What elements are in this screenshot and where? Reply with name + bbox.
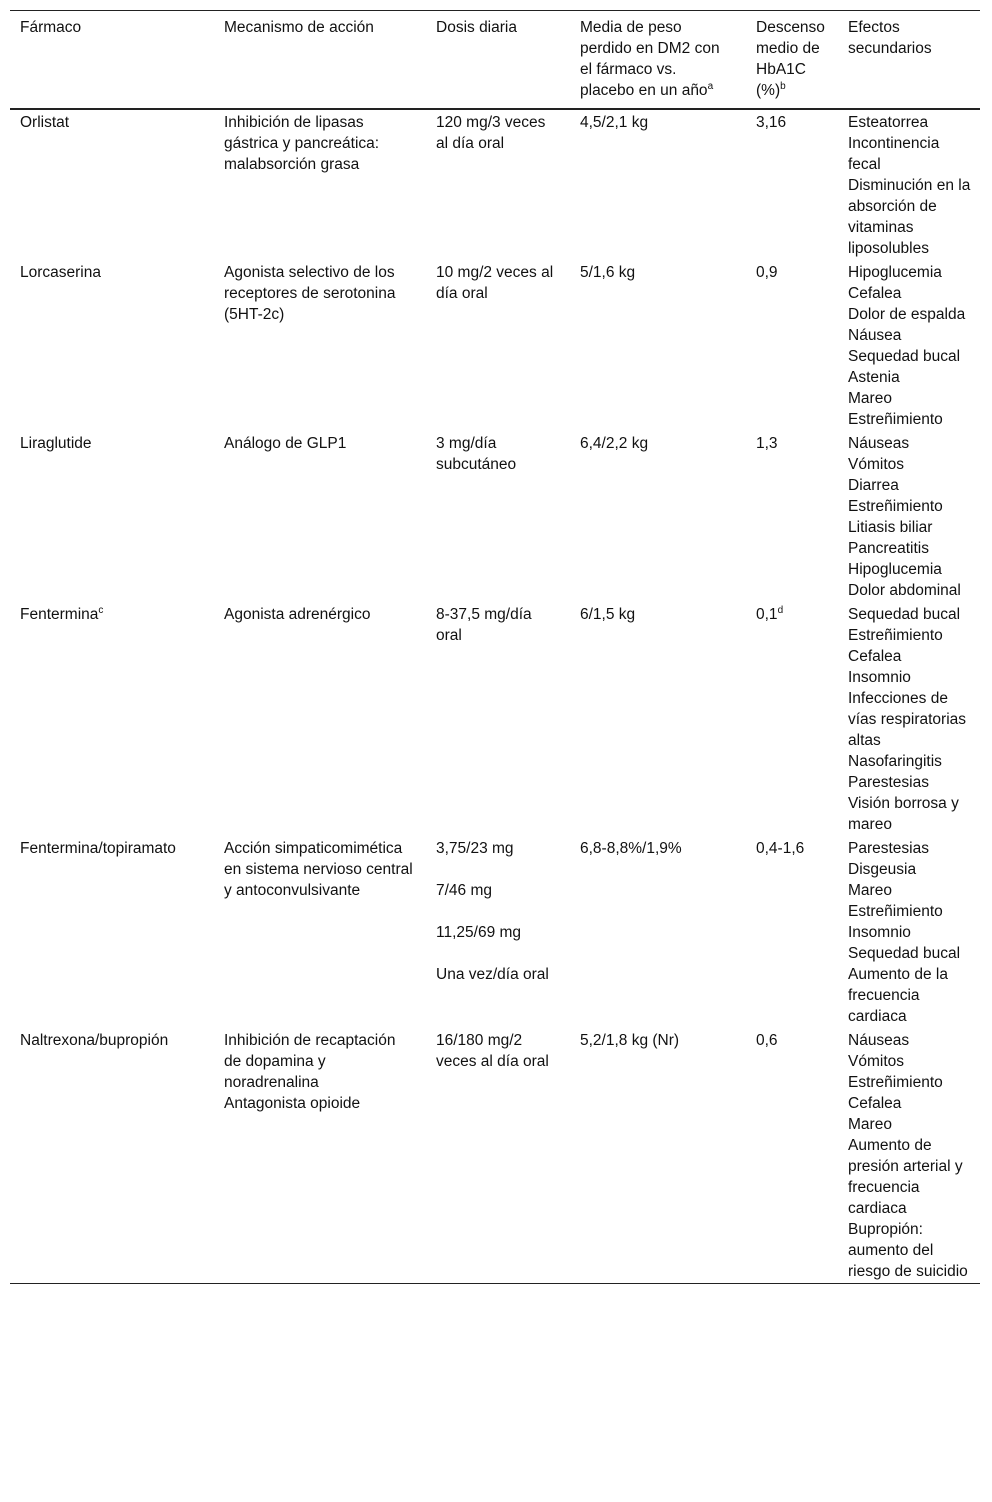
cell-drug — [10, 836, 214, 1028]
cell-side-effect — [838, 431, 980, 602]
cell-side-effect — [838, 260, 980, 431]
drug-name: Lorcaserina — [20, 264, 101, 281]
side-effect-line: Parestesias — [848, 774, 929, 791]
drug-name: Orlistat — [20, 114, 70, 131]
hba1c-value: 3,16 — [756, 114, 787, 131]
cell-drug — [10, 1028, 214, 1284]
cell-dose — [426, 1028, 570, 1284]
dose-line: 120 mg/3 veces al día oral — [436, 114, 546, 152]
side-effect-line: Diarrea — [848, 477, 899, 494]
table-row — [10, 109, 980, 260]
table-body — [10, 109, 980, 1284]
mechanism-line: Antagonista opioide — [224, 1095, 361, 1112]
side-effect-line: Hipoglucemia — [848, 264, 942, 281]
cell-drug — [10, 431, 214, 602]
cell-drug — [10, 260, 214, 431]
cell-weight-loss: 4,5/2,1 kg — [580, 114, 649, 131]
drug-name: Fentermina — [20, 606, 99, 623]
side-effect-line: Esteatorrea — [848, 114, 929, 131]
hba1c-value: 0,6 — [756, 1032, 778, 1049]
mechanism-line: Inhibición de recaptación de dopamina y noradrenalina — [224, 1032, 396, 1091]
cell-side-effect — [838, 109, 980, 260]
side-effect-line: Vómitos — [848, 456, 904, 473]
side-effect-line: Estreñimiento — [848, 411, 943, 428]
side-effect-line: Dolor abdominal — [848, 582, 961, 599]
cell-weight-loss: 6,4/2,2 kg — [580, 435, 649, 452]
side-effect-line: Parestesias — [848, 840, 929, 857]
hba1c-value: 0,1 — [756, 606, 778, 623]
cell-dose — [426, 836, 570, 1028]
header-weight-loss — [570, 11, 746, 110]
header-dose: Dosis diaria — [436, 19, 517, 36]
header-weight-loss-text: Media de peso perdido en DM2 con el fármaco vs. placebo en un año — [580, 19, 720, 99]
cell-weight-loss: 6,8-8,8%/1,9% — [580, 840, 682, 857]
drug-name: Fentermina/topiramato — [20, 840, 176, 857]
side-effect-line: Estreñimiento — [848, 627, 943, 644]
cell-mechanism — [214, 836, 426, 1028]
footnote-a: a — [707, 81, 714, 92]
side-effect-line: Cefalea — [848, 285, 902, 302]
side-effect-line: Dolor de espalda — [848, 306, 966, 323]
cell-dose — [426, 260, 570, 431]
side-effect-line: Mareo — [848, 390, 892, 407]
table-row — [10, 431, 980, 602]
side-effect-line: Sequedad bucal — [848, 945, 961, 962]
side-effect-line: Cefalea — [848, 648, 902, 665]
side-effect-line: Litiasis biliar — [848, 519, 933, 536]
cell-dose — [426, 602, 570, 836]
side-effect-line: Estreñimiento — [848, 1074, 943, 1091]
table-header — [10, 11, 980, 110]
drug-name: Naltrexona/bupropión — [20, 1032, 169, 1049]
side-effect-line: Cefalea — [848, 1095, 902, 1112]
drug-footnote-mark: c — [98, 605, 104, 616]
dose-line: 8-37,5 mg/día oral — [436, 606, 532, 644]
cell-hba1c — [746, 602, 838, 836]
hba1c-value: 0,9 — [756, 264, 778, 281]
mechanism-line: Acción simpaticomimética en sistema nervioso central y antoconvulsivante — [224, 840, 413, 899]
side-effect-line: Bupropión: aumento del riesgo de suicidio — [848, 1221, 968, 1280]
cell-hba1c — [746, 431, 838, 602]
cell-hba1c — [746, 109, 838, 260]
cell-mechanism — [214, 260, 426, 431]
drug-name: Liraglutide — [20, 435, 92, 452]
table-row — [10, 602, 980, 836]
cell-hba1c — [746, 1028, 838, 1284]
drug-comparison-table — [10, 10, 980, 1284]
cell-dose — [426, 431, 570, 602]
dose-line: Una vez/día oral — [436, 966, 549, 983]
cell-mechanism — [214, 431, 426, 602]
side-effect-line: Incontinencia fecal — [848, 135, 940, 173]
dose-line: 10 mg/2 veces al día oral — [436, 264, 554, 302]
header-hba1c-text: Descenso medio de HbA1C (%) — [756, 19, 825, 99]
table-row — [10, 260, 980, 431]
header-mechanism: Mecanismo de acción — [224, 19, 374, 36]
side-effect-line: Mareo — [848, 1116, 892, 1133]
side-effect-line: Hipoglucemia — [848, 561, 942, 578]
side-effect-line: Estreñimiento — [848, 498, 943, 515]
hba1c-value: 0,4-1,6 — [756, 840, 805, 857]
mechanism-line: Agonista adrenérgico — [224, 606, 371, 623]
side-effect-line: Mareo — [848, 882, 892, 899]
side-effect-line: Astenia — [848, 369, 900, 386]
side-effect-line: Náuseas — [848, 435, 910, 452]
side-effect-line: Pancreatitis — [848, 540, 929, 557]
side-effect-line: Vómitos — [848, 1053, 904, 1070]
side-effect-line: Nasofaringitis — [848, 753, 942, 770]
header-hba1c — [746, 11, 838, 110]
cell-side-effect — [838, 602, 980, 836]
cell-mechanism — [214, 1028, 426, 1284]
header-side-effects: Efectos secundarios — [848, 19, 932, 57]
side-effect-line: Náusea — [848, 327, 902, 344]
table-row — [10, 1028, 980, 1284]
cell-drug — [10, 602, 214, 836]
dose-line: 7/46 mg — [436, 882, 493, 899]
cell-weight-loss: 5/1,6 kg — [580, 264, 636, 281]
side-effect-line: Aumento de presión arterial y frecuencia cardiaca — [848, 1137, 963, 1217]
cell-hba1c — [746, 836, 838, 1028]
table-row — [10, 836, 980, 1028]
hba1c-value: 1,3 — [756, 435, 778, 452]
cell-dose — [426, 109, 570, 260]
hba1c-footnote-mark: d — [777, 605, 784, 616]
side-effect-line: Sequedad bucal — [848, 348, 961, 365]
side-effect-line: Estreñimiento — [848, 903, 943, 920]
dose-line: 3,75/23 mg — [436, 840, 514, 857]
cell-weight-loss: 6/1,5 kg — [580, 606, 636, 623]
mechanism-line: Inhibición de lipasas gástrica y pancreática: malabsorción grasa — [224, 114, 380, 173]
cell-mechanism — [214, 602, 426, 836]
side-effect-line: Disminución en la absorción de vitaminas liposolubles — [848, 177, 971, 257]
side-effect-line: Disgeusia — [848, 861, 917, 878]
cell-side-effect — [838, 1028, 980, 1284]
side-effect-line: Infecciones de vías respiratorias altas — [848, 690, 967, 749]
side-effect-line: Visión borrosa y mareo — [848, 795, 959, 833]
side-effect-line: Sequedad bucal — [848, 606, 961, 623]
side-effect-line: Insomnio — [848, 669, 911, 686]
cell-hba1c — [746, 260, 838, 431]
side-effect-line: Náuseas — [848, 1032, 910, 1049]
cell-drug — [10, 109, 214, 260]
dose-line: 11,25/69 mg — [436, 924, 522, 941]
side-effect-line: Insomnio — [848, 924, 911, 941]
header-row — [10, 11, 980, 110]
cell-weight-loss: 5,2/1,8 kg (Nr) — [580, 1032, 680, 1049]
mechanism-line: Agonista selectivo de los receptores de serotonina (5HT-2c) — [224, 264, 396, 323]
footnote-b: b — [780, 81, 786, 92]
cell-mechanism — [214, 109, 426, 260]
side-effect-line: Aumento de la frecuencia cardiaca — [848, 966, 948, 1025]
header-drug: Fármaco — [20, 19, 82, 36]
dose-line: 3 mg/día subcutáneo — [436, 435, 517, 473]
cell-side-effect — [838, 836, 980, 1028]
dose-line: 16/180 mg/2 veces al día oral — [436, 1032, 549, 1070]
mechanism-line: Análogo de GLP1 — [224, 435, 347, 452]
